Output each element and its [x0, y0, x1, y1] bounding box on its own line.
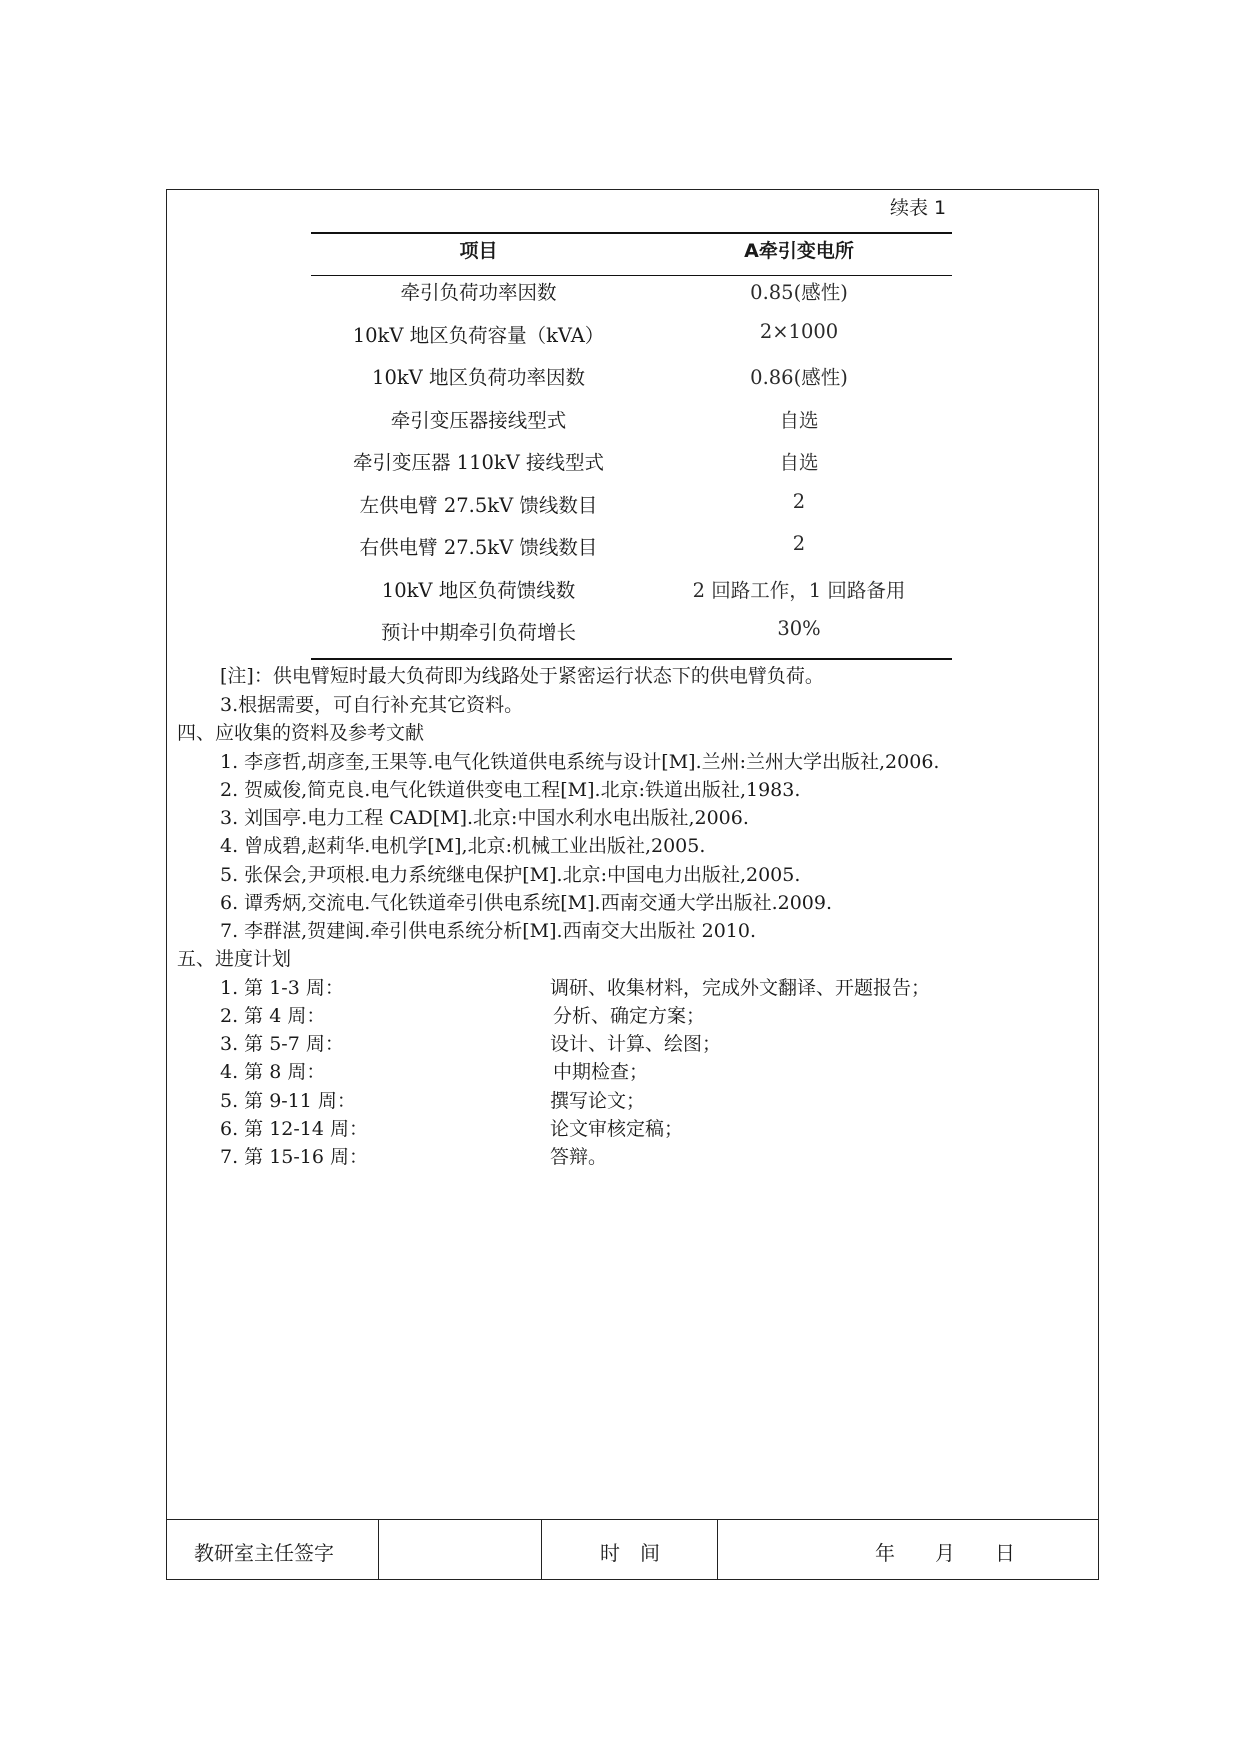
table-header-substation: A牵引变电所	[744, 240, 854, 262]
table-header-item: 项目	[459, 240, 498, 262]
table-cell-value: 2	[792, 490, 806, 513]
table-top-rule	[311, 232, 952, 234]
schedule-week: 7. 第 15-16 周：	[220, 1146, 369, 1168]
table-cell-value: 2 回路工作，1 回路备用	[692, 579, 906, 602]
schedule-week: 4. 第 8 周：	[220, 1061, 326, 1083]
section-title-references: 四、应收集的资料及参考文献	[177, 722, 425, 744]
table-cell-value: 2×1000	[759, 320, 839, 343]
table-cell-value: 自选	[779, 409, 819, 432]
date-label: 年 月 日	[875, 1541, 1015, 1565]
table-cell-value: 自选	[779, 451, 819, 474]
reference-item: 6. 谭秀炳,交流电.气化铁道牵引供电系统[M].西南交通大学出版社.2009.	[220, 892, 833, 914]
schedule-week: 3. 第 5-7 周：	[220, 1033, 344, 1055]
table-cell-value: 30%	[777, 617, 821, 640]
continued-table-label: 续表 1	[890, 197, 947, 219]
schedule-task: 撰写论文；	[550, 1090, 646, 1112]
table-row	[311, 490, 952, 532]
table-header-rule	[311, 275, 952, 276]
table-cell-item: 10kV 地区负荷馈线数	[381, 579, 576, 602]
schedule-task: 调研、收集材料，完成外文翻译、开题报告；	[550, 977, 931, 999]
table-note: [注]：供电臂短时最大负荷即为线路处于紧密运行状态下的供电臂负荷。	[220, 665, 824, 687]
table-cell-item: 10kV 地区负荷功率因数	[372, 366, 585, 389]
supplement-note: 3.根据需要，可自行补充其它资料。	[220, 694, 524, 716]
table-row	[311, 575, 952, 617]
table-cell-item: 右供电臂 27.5kV 馈线数目	[359, 536, 598, 559]
reference-item: 5. 张保会,尹项根.电力系统继电保护[M].北京:中国电力出版社,2005.	[220, 864, 801, 886]
table-cell-item: 预计中期牵引负荷增长	[380, 621, 576, 644]
table-row	[311, 532, 952, 574]
reference-item: 3. 刘国亭.电力工程 CAD[M].北京:中国水利水电出版社,2006.	[220, 807, 749, 829]
table-cell-value: 0.85(感性)	[750, 281, 848, 304]
signature-row	[166, 1519, 1099, 1580]
schedule-task: 设计、计算、绘图；	[550, 1033, 722, 1055]
schedule-task: 论文审核定稿；	[550, 1118, 684, 1140]
director-signature-field[interactable]	[378, 1520, 541, 1580]
director-label-cell	[166, 1520, 378, 1580]
section-title-schedule: 五、进度计划	[177, 948, 292, 970]
schedule-week: 2. 第 4 周：	[220, 1005, 326, 1027]
director-signature-label: 教研室主任签字	[194, 1541, 334, 1565]
table-row	[311, 277, 952, 319]
reference-item: 4. 曾成碧,赵莉华.电机学[M],北京:机械工业出版社,2005.	[220, 835, 706, 857]
table-row	[311, 617, 952, 659]
table-cell-item: 牵引变压器 110kV 接线型式	[352, 451, 604, 474]
schedule-task: 中期检查；	[553, 1061, 649, 1083]
table-cell-value: 0.86(感性)	[750, 366, 848, 389]
schedule-week: 5. 第 9-11 周：	[220, 1090, 356, 1112]
table-row	[311, 447, 952, 489]
schedule-task: 分析、确定方案；	[553, 1005, 706, 1027]
table-cell-item: 左供电臂 27.5kV 馈线数目	[359, 494, 598, 517]
table-row	[311, 320, 952, 362]
schedule-week: 6. 第 12-14 周：	[220, 1118, 369, 1140]
table-cell-item: 10kV 地区负荷容量（kVA）	[352, 324, 605, 347]
table-row	[311, 405, 952, 447]
reference-item: 1. 李彦哲,胡彦奎,王果等.电气化铁道供电系统与设计[M].兰州:兰州大学出版社,2006.	[220, 751, 940, 773]
table-cell-item: 牵引负荷功率因数	[400, 281, 557, 304]
date-field[interactable]	[717, 1520, 1099, 1580]
table-cell-item: 牵引变压器接线型式	[390, 409, 567, 432]
table-cell-value: 2	[792, 532, 806, 555]
time-label: 时 间	[600, 1541, 660, 1565]
reference-item: 7. 李群湛,贺建闽.牵引供电系统分析[M].西南交大出版社 2010.	[220, 920, 756, 942]
table-bottom-rule	[311, 658, 952, 660]
schedule-task: 答辩。	[550, 1146, 608, 1168]
table-row	[311, 362, 952, 404]
time-label-cell	[541, 1520, 717, 1580]
schedule-week: 1. 第 1-3 周：	[220, 977, 344, 999]
reference-item: 2. 贺威俊,简克良.电气化铁道供变电工程[M].北京:铁道出版社,1983.	[220, 779, 801, 801]
